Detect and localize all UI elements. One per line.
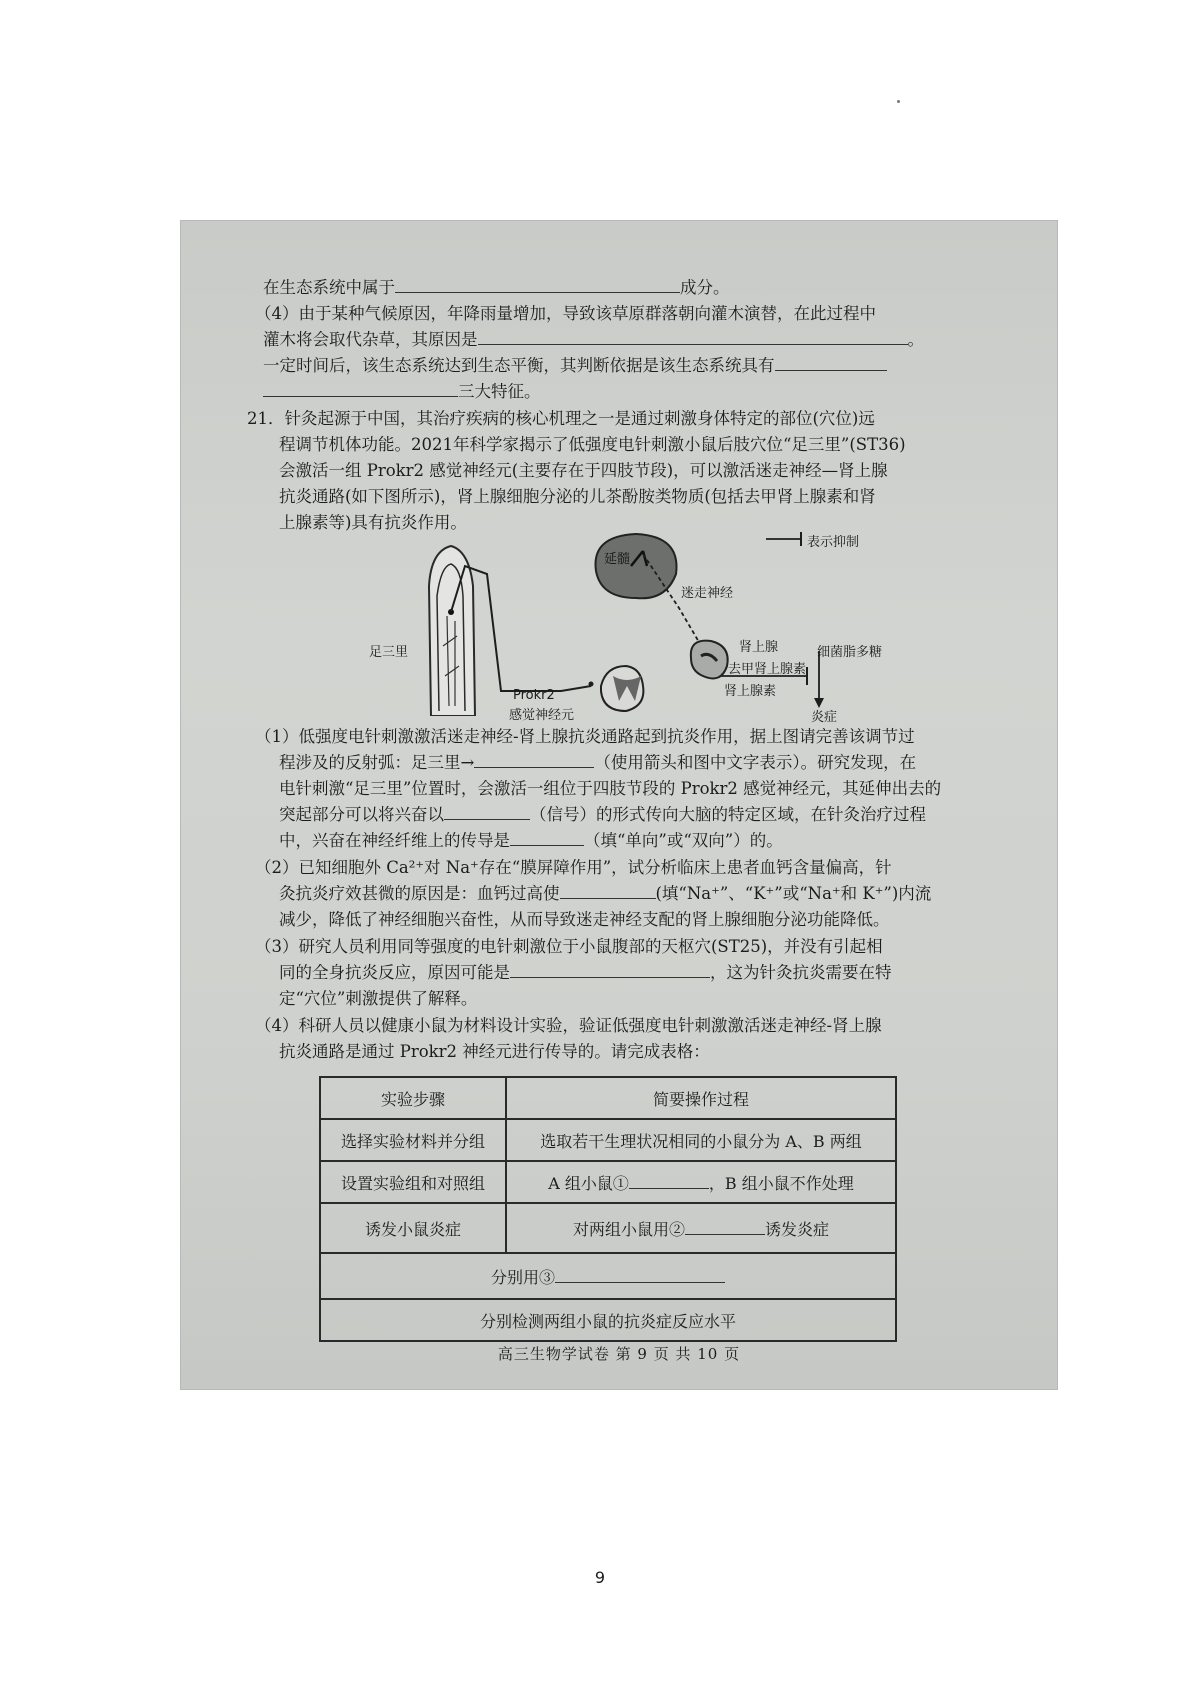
table-cell-process-3	[506, 1203, 896, 1253]
neural-pathway-diagram	[369, 526, 891, 725]
q3-line-1: （3）研究人员利用同等强度的电针刺激位于小鼠腹部的天枢穴(ST25)，并没有引起相	[255, 937, 883, 956]
ganglion	[589, 682, 594, 687]
q1-line-3: 电针刺激“足三里”位置时，会激活一组位于四肢节段的 Prokr2 感觉神经元，其延伸出去的	[279, 779, 942, 798]
q1-line-4-a: 突起部分可以将兴奋以	[279, 805, 444, 824]
table-cell-process-2	[506, 1161, 896, 1203]
table-row	[320, 1161, 896, 1203]
label-epinephrine: 肾上腺素	[724, 684, 777, 699]
table-cell-step-2: 设置实验组和对照组	[320, 1161, 506, 1203]
label-vagus: 迷走神经	[681, 586, 734, 601]
label-sensory-neuron: 感觉神经元	[509, 708, 575, 723]
q1-line-4	[279, 804, 926, 826]
answer-blank-component[interactable]	[395, 278, 680, 293]
step-4-a: 分别用③	[490, 1267, 555, 1287]
table-row	[320, 1203, 896, 1253]
table-cell-step-4	[320, 1253, 896, 1299]
q3-line-2-a: 同的全身抗炎反应，原因可能是	[279, 963, 510, 982]
prev-q4-line-3-text: 一定时间后，该生态系统达到生态平衡，其判断依据是该生态系统具有	[263, 356, 775, 375]
q3-line-2-b: ，这为针灸抗炎需要在特	[710, 963, 892, 982]
table-cell-step-1: 选择实验材料并分组	[320, 1119, 506, 1161]
q2-line-2	[279, 883, 931, 905]
q1-line-2	[279, 752, 916, 774]
prev-q4-line-3	[263, 355, 887, 377]
table-row	[320, 1253, 896, 1299]
prev-q4-line-2: 灌木将会取代杂草，其原因是 。	[263, 330, 924, 349]
diagram-drawing	[421, 526, 891, 716]
table-header-step: 实验步骤	[320, 1077, 506, 1119]
label-adrenal: 肾上腺	[739, 640, 779, 655]
label-prokr2: Prokr2	[513, 688, 555, 703]
photo-page	[181, 221, 1057, 1389]
table-row	[320, 1119, 896, 1161]
process-3-a: 对两组小鼠用②	[572, 1219, 685, 1239]
leg-outline	[429, 546, 475, 716]
q2-line-3: 减少，降低了神经细胞兴奋性，从而导致迷走神经支配的肾上腺细胞分泌功能降低。	[279, 910, 890, 929]
table-row	[320, 1299, 896, 1341]
table-header-row	[320, 1077, 896, 1119]
prev-q4-line-2-text: 灌木将会取代杂草，其原因是	[263, 330, 478, 349]
q21-line-5: 上腺素等)具有抗炎作用。	[279, 513, 467, 532]
q21-line-4: 抗炎通路(如下图所示)，肾上腺细胞分泌的儿茶酚胺类物质(包括去甲肾上腺素和肾	[279, 487, 876, 506]
label-inflammation: 炎症	[811, 710, 838, 725]
q1-line-2-a: 程涉及的反射弧：足三里→	[279, 753, 475, 772]
table-cell-process-1: 选取若干生理状况相同的小鼠分为 A、B 两组	[506, 1119, 896, 1161]
speck	[897, 100, 900, 103]
process-2-a: A 组小鼠①	[548, 1173, 629, 1193]
experiment-table	[319, 1076, 897, 1342]
adrenal-gland	[691, 641, 728, 679]
label-medulla: 延髓	[604, 552, 631, 567]
q3-line-2	[279, 962, 892, 984]
answer-blank-cause[interactable]	[510, 963, 710, 978]
answer-blank-3[interactable]	[555, 1268, 725, 1283]
label-zusanli: 足三里	[369, 645, 409, 660]
answer-blank-signal[interactable]	[444, 805, 530, 820]
label-legend: 表示抑制	[807, 535, 860, 550]
table-cell-step-3: 诱发小鼠炎症	[320, 1203, 506, 1253]
q21-line-2: 程调节机体功能。2021年科学家揭示了低强度电针刺激小鼠后肢穴位“足三里”(ST36)	[279, 435, 906, 454]
answer-blank-features-b[interactable]	[263, 382, 458, 397]
q21-line-1: 21．针灸起源于中国，其治疗疾病的核心机理之一是通过刺激身体特定的部位(穴位)远	[247, 409, 875, 428]
q3-line-3: 定“穴位”刺激提供了解释。	[279, 989, 478, 1008]
q21-line-3: 会激活一组 Prokr2 感觉神经元(主要存在于四肢节段)，可以激活迷走神经—肾上腺	[279, 461, 888, 480]
answer-blank-reflex-arc[interactable]	[474, 753, 594, 768]
q1-line-5-a: 中，兴奋在神经纤维上的传导是	[279, 831, 510, 850]
q1-line-2-b: （使用箭头和图中文字表示）。研究发现，在	[594, 753, 917, 772]
q1-line-5	[279, 830, 783, 852]
page-footer: 高三生物学试卷 第 9 页 共 10 页	[497, 1345, 741, 1363]
page-number: 9	[594, 1568, 606, 1587]
answer-blank-2[interactable]	[685, 1220, 765, 1235]
process-2-b: ，B 组小鼠不作处理	[708, 1173, 854, 1193]
table-cell-step-5: 分别检测两组小鼠的抗炎症反应水平	[320, 1299, 896, 1341]
prev-line-1	[263, 277, 730, 299]
q2-line-2-a: 灸抗炎疗效甚微的原因是：血钙过高使	[279, 884, 560, 903]
label-norepinephrine: 去甲肾上腺素	[728, 662, 807, 677]
prev-line-1-end: 成分。	[680, 278, 730, 297]
process-3-b: 诱发炎症	[765, 1219, 830, 1239]
prev-q4-line-4-end: 三大特征。	[458, 382, 541, 401]
q2-line-1: （2）已知细胞外 Ca²⁺对 Na⁺存在“膜屏障作用”，试分析临床上患者血钙含量偏高，针	[255, 858, 892, 877]
prev-q4-line-4	[263, 381, 541, 403]
table-header-process: 简要操作过程	[506, 1077, 896, 1119]
prev-line-1-text: 在生态系统中属于	[263, 278, 395, 297]
q2-line-2-b: (填“Na⁺”、“K⁺”或“Na⁺和 K⁺”)内流	[655, 884, 932, 903]
prev-q4-line-1: （4）由于某种气候原因，年降雨量增加，导致该草原群落朝向灌木演替，在此过程中	[255, 304, 876, 323]
q4-line-1: （4）科研人员以健康小鼠为材料设计实验，验证低强度电针刺激激活迷走神经-肾上腺	[255, 1016, 882, 1035]
answer-blank-ion[interactable]	[560, 884, 656, 899]
answer-blank-direction[interactable]	[510, 831, 584, 846]
q1-line-4-b: （信号）的形式传向大脑的特定区域，在针灸治疗过程	[530, 805, 926, 824]
answer-blank-features-a[interactable]	[775, 356, 887, 371]
q1-line-1: （1）低强度电针刺激激活迷走神经-肾上腺抗炎通路起到抗炎作用，据上图请完善该调节过	[255, 727, 915, 746]
answer-blank-1[interactable]	[629, 1174, 709, 1189]
label-lps: 细菌脂多糖	[817, 645, 883, 660]
q1-line-5-b: （填“单向”或“双向”）的。	[584, 831, 783, 850]
answer-blank-reason[interactable]	[478, 330, 908, 345]
q4-line-2: 抗炎通路是通过 Prokr2 神经元进行传导的。请完成表格：	[279, 1042, 710, 1061]
